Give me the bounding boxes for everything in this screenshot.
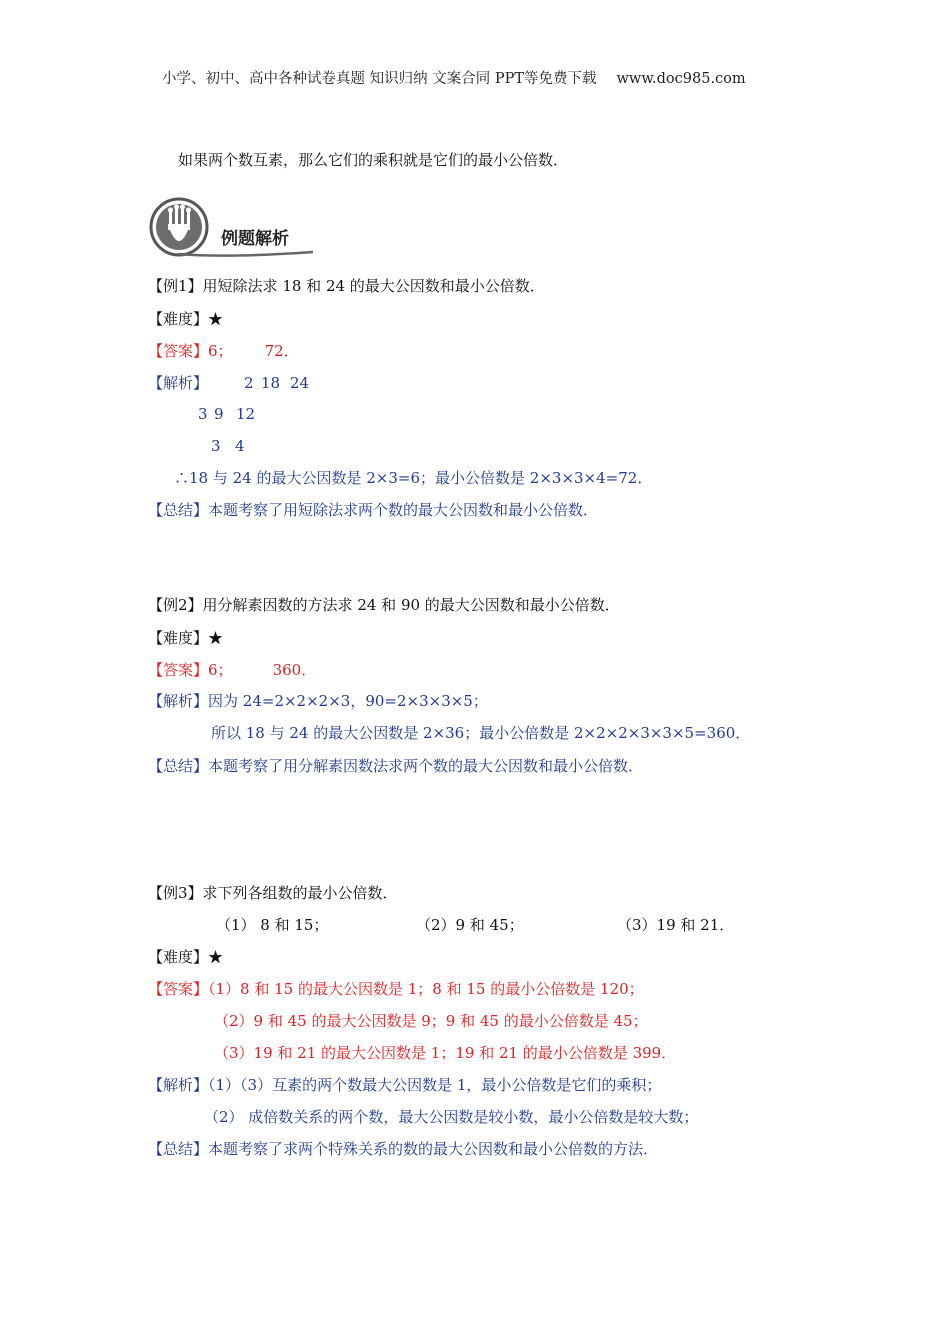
ex1-analysis-tag: 【解析】 xyxy=(148,374,209,392)
ex2-diff-star: ★ xyxy=(208,629,224,647)
ex1-ans-a: 6； xyxy=(208,342,233,360)
ex3-item-3: （3）19 和 21． xyxy=(617,916,735,934)
header-text: 小学、初中、高中各种试卷真题 知识归纳 文案合同 PPT等免费下载 xyxy=(162,71,597,87)
ex2-summary xyxy=(148,756,643,776)
ex2-question xyxy=(148,595,620,615)
ex3-item-1: （1） 8 和 15； xyxy=(216,916,329,934)
ex3-diff-tag: 【难度】 xyxy=(148,948,209,966)
ex1-div-row2-divisor: 3 xyxy=(198,405,208,423)
ex2-sum-tag: 【总结】 xyxy=(148,757,209,775)
ex1-summary xyxy=(148,500,598,520)
ex2-ana-tag: 【解析】 xyxy=(148,692,209,710)
ex3-ans3: （3）19 和 21 的最大公因数是 1；19 和 21 的最小公倍数是 399． xyxy=(214,1044,677,1062)
ex3-ans2: （2）9 和 45 的最大公因数是 9；9 和 45 的最小公倍数是 45； xyxy=(214,1012,648,1030)
ex3-answer xyxy=(148,979,644,999)
ex2-analysis xyxy=(148,691,488,711)
ex1-difficulty xyxy=(148,309,223,329)
ex3-sum-tag: 【总结】 xyxy=(148,1140,209,1158)
ex1-div-row3-b: 4 xyxy=(235,437,245,455)
ex2-ana-line2: 所以 18 与 24 的最大公因数是 2×36；最小公倍数是 2×2×2×3×3×5=360． xyxy=(211,724,751,742)
ex1-q-text: 用短除法求 18 和 24 的最大公因数和最小公倍数． xyxy=(202,277,545,295)
ex1-diff-star: ★ xyxy=(208,310,224,328)
ex3-item-2: （2）9 和 45； xyxy=(416,916,524,934)
ex2-answer xyxy=(148,660,316,680)
ex2-q-text: 用分解素因数的方法求 24 和 90 的最大公因数和最小公倍数． xyxy=(202,596,620,614)
ex3-ana1: （1）（3）互素的两个数最大公因数是 1，最小公倍数是它们的乘积； xyxy=(208,1076,662,1094)
ex1-div-row1-a: 18 xyxy=(261,374,281,392)
ex2-ans-tag: 【答案】 xyxy=(148,661,209,679)
section-title: 例题解析 xyxy=(221,229,289,249)
ex3-analysis xyxy=(148,1075,661,1095)
ex1-div-row2-a: 9 xyxy=(214,405,224,423)
ex3-summary xyxy=(148,1139,658,1159)
intro-text: 如果两个数互素，那么它们的乘积就是它们的最小公倍数． xyxy=(178,151,569,169)
ex3-question xyxy=(148,883,398,903)
ex1-answer xyxy=(148,341,299,361)
ex3-ana-tag: 【解析】 xyxy=(148,1076,209,1094)
ex1-div-row2-b: 12 xyxy=(236,405,256,423)
ex3-difficulty xyxy=(148,947,223,967)
header-site[interactable]: www.doc985.com xyxy=(616,71,746,87)
ex3-ans-tag: 【答案】 xyxy=(148,980,209,998)
ex2-sum-text: 本题考察了用分解素因数法求两个数的最大公因数和最小公倍数． xyxy=(208,757,644,775)
ex3-q-tag: 【例3】 xyxy=(148,884,203,902)
ex3-ana2: （2） 成倍数关系的两个数，最大公因数是较小数，最小公倍数是较大数； xyxy=(204,1108,699,1126)
ex1-div-row1-divisor: 2 xyxy=(244,374,254,392)
ex3-sum-text: 本题考察了求两个特殊关系的数的最大公因数和最小公倍数的方法． xyxy=(208,1140,659,1158)
ex2-ans-a: 6； xyxy=(208,661,233,679)
ex2-difficulty xyxy=(148,628,223,648)
ex3-q-text: 求下列各组数的最小公倍数． xyxy=(202,884,398,902)
ex2-q-tag: 【例2】 xyxy=(148,596,203,614)
ex1-ans-b: 72． xyxy=(264,342,299,360)
ex1-div-row1-b: 24 xyxy=(290,374,310,392)
ex1-question xyxy=(148,276,545,296)
ex1-div-row3-a: 3 xyxy=(211,437,221,455)
ex1-sum-tag: 【总结】 xyxy=(148,501,209,519)
ex2-diff-tag: 【难度】 xyxy=(148,629,209,647)
ex2-ana-line1: 因为 24=2×2×2×3，90=2×3×3×5； xyxy=(208,692,488,710)
ex3-diff-star: ★ xyxy=(208,948,224,966)
ex3-ans1: （1）8 和 15 的最大公因数是 1；8 和 15 的最小公倍数是 120； xyxy=(208,980,644,998)
ex1-ans-tag: 【答案】 xyxy=(148,342,209,360)
ex2-ans-b: 360． xyxy=(272,661,317,679)
ex1-diff-tag: 【难度】 xyxy=(148,310,209,328)
ex1-q-tag: 【例1】 xyxy=(148,277,203,295)
ex1-conclusion: ∴18 与 24 的最大公因数是 2×3=6；最小公倍数是 2×3×3×4=72． xyxy=(174,469,653,487)
ex1-sum-text: 本题考察了用短除法求两个数的最大公因数和最小公倍数． xyxy=(208,501,599,519)
page-header xyxy=(162,69,746,89)
